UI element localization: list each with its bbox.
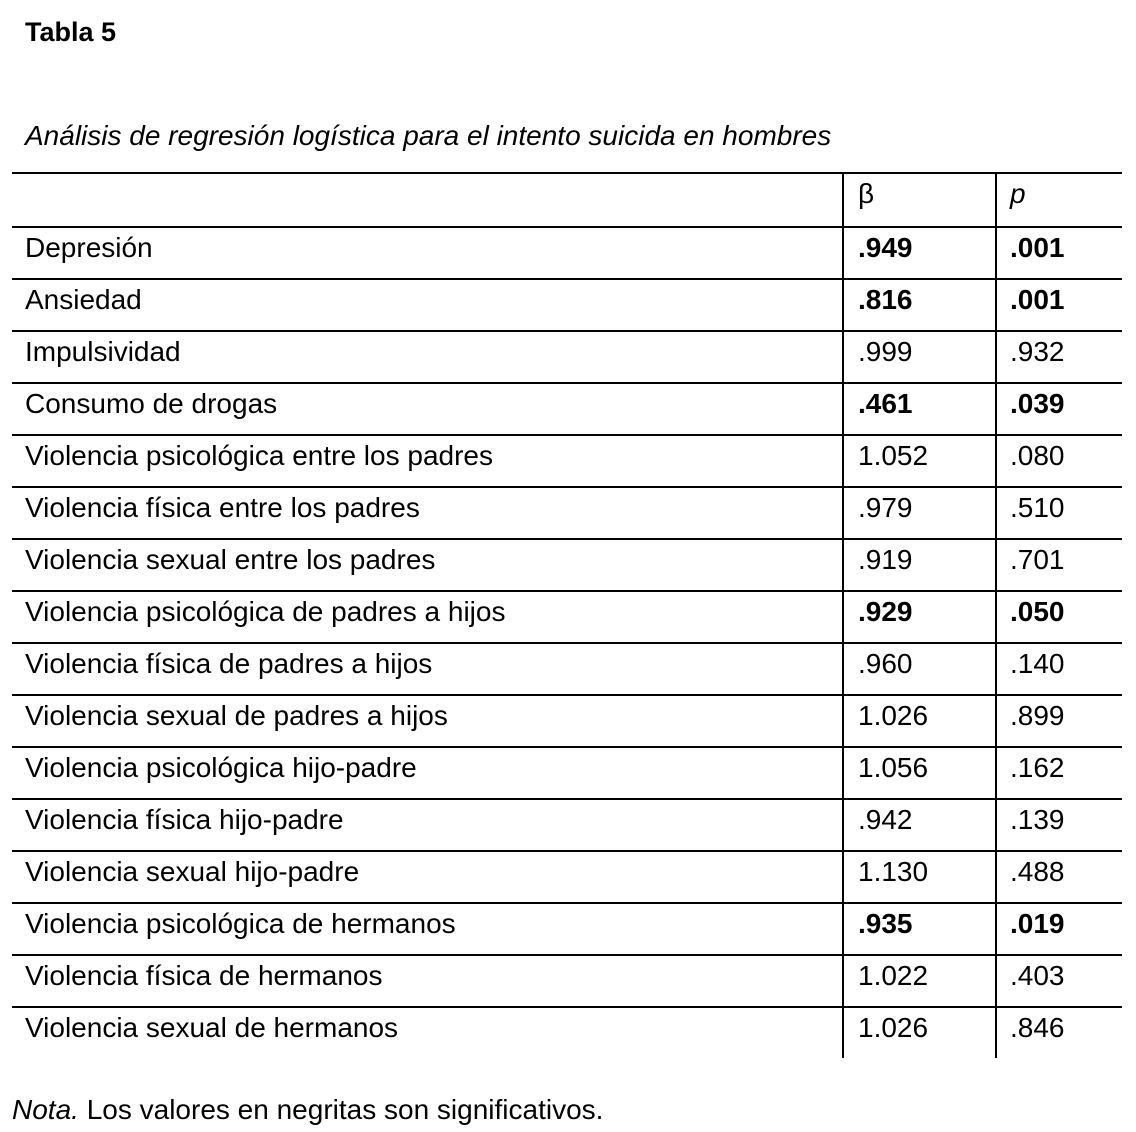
row-beta: .949: [842, 228, 995, 278]
row-beta: .461: [842, 384, 995, 434]
table-row: [12, 642, 1122, 694]
row-label: Violencia física de padres a hijos: [25, 648, 433, 679]
row-beta: .942: [842, 800, 995, 850]
row-p: .899: [995, 696, 1122, 746]
row-beta: .935: [842, 904, 995, 954]
note-prefix: Nota.: [12, 1094, 79, 1125]
table-row: [12, 746, 1122, 798]
row-p: .932: [995, 332, 1122, 382]
row-beta: .919: [842, 540, 995, 590]
table-row: [12, 902, 1122, 954]
row-label: Violencia psicológica entre los padres: [25, 440, 493, 471]
table-header-row: [12, 172, 1122, 226]
row-label: Violencia sexual entre los padres: [25, 544, 436, 575]
row-label: Violencia sexual de hermanos: [25, 1012, 399, 1043]
table-body: [12, 226, 1122, 1058]
header-label: [12, 174, 842, 226]
row-beta: 1.056: [842, 748, 995, 798]
row-beta: .929: [842, 592, 995, 642]
row-p: .039: [995, 384, 1122, 434]
row-label: Violencia física de hermanos: [25, 960, 383, 991]
table-row: [12, 486, 1122, 538]
table-row: [12, 330, 1122, 382]
row-label: Violencia física entre los padres: [25, 492, 420, 523]
row-p: .050: [995, 592, 1122, 642]
header-p: p: [995, 174, 1122, 226]
row-label: Violencia psicológica de padres a hijos: [25, 596, 506, 627]
table-row: [12, 382, 1122, 434]
table-row: [12, 538, 1122, 590]
row-label: Violencia psicológica hijo-padre: [25, 752, 417, 783]
row-beta: .816: [842, 280, 995, 330]
row-p: .162: [995, 748, 1122, 798]
table-row: [12, 954, 1122, 1006]
row-p: .510: [995, 488, 1122, 538]
row-label: Violencia psicológica de hermanos: [25, 908, 456, 939]
row-beta: 1.022: [842, 956, 995, 1006]
row-label: Depresión: [25, 232, 153, 263]
row-p: .846: [995, 1008, 1122, 1058]
row-p: .139: [995, 800, 1122, 850]
table-row: [12, 694, 1122, 746]
row-label: Impulsividad: [25, 336, 181, 367]
row-beta: .979: [842, 488, 995, 538]
row-label: Violencia sexual de padres a hijos: [25, 700, 448, 731]
table-row: [12, 850, 1122, 902]
regression-table: [12, 172, 1122, 1058]
row-beta: .999: [842, 332, 995, 382]
table-row: [12, 226, 1122, 278]
row-p: .701: [995, 540, 1122, 590]
row-label: Ansiedad: [25, 284, 142, 315]
row-beta: 1.052: [842, 436, 995, 486]
header-beta: β: [842, 174, 995, 226]
row-beta: .960: [842, 644, 995, 694]
table-row: [12, 278, 1122, 330]
table-note: [12, 1094, 603, 1126]
row-p: .001: [995, 228, 1122, 278]
row-p: .080: [995, 436, 1122, 486]
table-row: [12, 434, 1122, 486]
row-p: .019: [995, 904, 1122, 954]
row-p: .403: [995, 956, 1122, 1006]
row-label: Violencia sexual hijo-padre: [25, 856, 360, 887]
table-title: Análisis de regresión logística para el intento suicida en hombres: [25, 120, 832, 151]
table-label: Tabla 5: [25, 17, 117, 47]
table-row: [12, 1006, 1122, 1058]
note-text: Los valores en negritas son significativos.: [78, 1094, 604, 1125]
table-row: [12, 798, 1122, 850]
row-label: Consumo de drogas: [25, 388, 278, 419]
row-p: .001: [995, 280, 1122, 330]
row-beta: 1.026: [842, 1008, 995, 1058]
table-row: [12, 590, 1122, 642]
row-beta: 1.026: [842, 696, 995, 746]
row-p: .140: [995, 644, 1122, 694]
row-p: .488: [995, 852, 1122, 902]
row-label: Violencia física hijo-padre: [25, 804, 344, 835]
row-beta: 1.130: [842, 852, 995, 902]
